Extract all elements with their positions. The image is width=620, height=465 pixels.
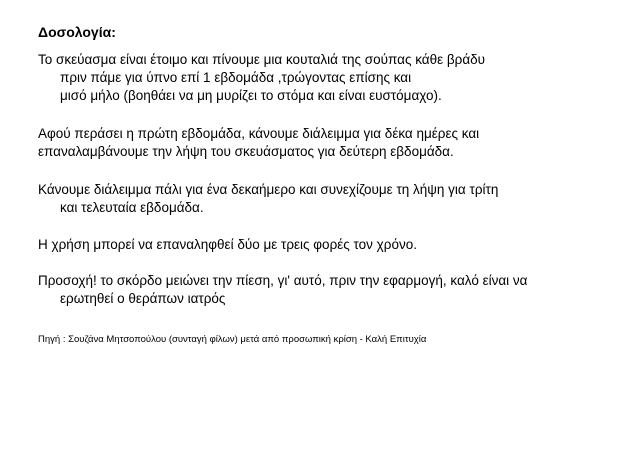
paragraph-line: Κάνουμε διάλειμμα πάλι για ένα δεκαήμερο και συνεχίζουμε τη λήψη για τρίτη [38, 182, 499, 197]
paragraph-second-week [38, 125, 598, 161]
paragraph-third-week [38, 181, 598, 217]
paragraph-line: Η χρήση μπορεί να επαναληφθεί δύο με τρεις φορές τον χρόνο. [38, 237, 417, 252]
paragraph-line: μισό μήλο (βοηθάει να μη μυρίζει το στόμα και είναι ευστόμαχο). [60, 88, 442, 103]
paragraph-line: Προσοχή! το σκόρδο μειώνει την πίεση, γι' αυτό, πριν την εφαρμογή, καλό είναι να [38, 273, 528, 288]
paragraph-line: Αφού περάσει η πρώτη εβδομάδα, κάνουμε διάλειμμα για δέκα ημέρες και [38, 126, 480, 141]
paragraph-dosage-first-week [38, 51, 598, 105]
paragraph-line: επαναλαμβάνουμε την λήψη του σκευάσματος για δεύτερη εβδομάδα. [38, 144, 454, 159]
slide-heading: Δοσολογία: [38, 24, 116, 40]
paragraph-repeat [38, 236, 598, 254]
paragraph-line: ερωτηθεί ο θεράπων ιατρός [60, 291, 226, 306]
paragraph-warning [38, 272, 598, 308]
source-note: Πηγή : Σουζάνα Μητσοπούλου (συνταγή φίλων) μετά από προσωπική κρίση - Καλή Επιτυχία [38, 334, 427, 345]
paragraph-line: πριν πάμε για ύπνο επί 1 εβδομάδα ,τρώγοντας επίσης και [60, 70, 412, 85]
paragraph-line: Το σκεύασμα είναι έτοιμο και πίνουμε μια κουταλιά της σούπας κάθε βράδυ [38, 52, 486, 67]
paragraph-line: και τελευταία εβδομάδα. [60, 200, 204, 215]
